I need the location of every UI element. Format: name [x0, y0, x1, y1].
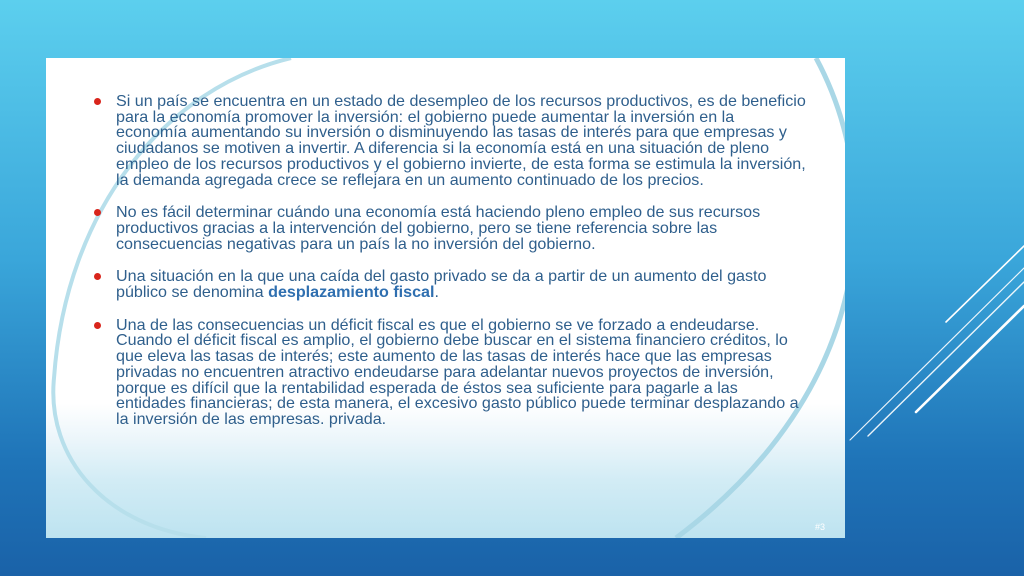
slide-number: #3	[814, 522, 825, 532]
content-panel	[46, 58, 845, 538]
bullet-item-1	[92, 94, 807, 188]
bullet-item-3	[92, 269, 807, 300]
bullet-text: Si un país se encuentra en un estado de desempleo de los recursos productivos, es de beneficio para la economía promover la inversión: el gobierno puede aumentar la inversión en la economía aumentando su inversión o disminuyendo las tasas de interés para que empresas y ciudadanos se motiven a invertir. A diferencia si la economía está en una situación de pleno empleo de los recursos productivos y el gobierno invierte, de esta forma se estimula la inversión, la demanda agregada crece se reflejara en un aumento continuado de los precios.	[116, 92, 806, 189]
bullet-text: Una de las consecuencias un déficit fiscal es que el gobierno se ve forzado a endeudarse. Cuando el déficit fiscal es amplio, el gobierno debe buscar en el sistema financiero créditos, lo que eleva las tasas de interés; este aumento de las tasas de interés hace que las empresas privadas no encuentren atractivo endeudarse para adelantar nuevos proyectos de inversión, porque es difícil que la rentabilidad esperada de éstos sea suficiente para pagarle a las entidades financieras; de esta manera, el excesivo gasto público puede terminar desplazando a la inversión de las empresas. privada.	[116, 315, 799, 428]
bullet-text: Una situación en la que una caída del gasto privado se da a partir de un aumento del gasto público se denomina	[116, 267, 767, 302]
bullet-dot-icon	[94, 209, 101, 216]
bullet-item-4	[92, 315, 807, 428]
bullet-text: No es fácil determinar cuándo una economía está haciendo pleno empleo de sus recursos productivos gracias a la intervención del gobierno, pero se tiene referencia sobre las consecuencias negativas para un país la no inversión del gobierno.	[116, 203, 761, 253]
bullet-item-2	[92, 205, 807, 252]
bullet-dot-icon	[94, 322, 101, 329]
bullet-dot-icon	[94, 98, 101, 105]
bullet-dot-icon	[94, 273, 101, 280]
bullet-text-end: .	[434, 283, 439, 302]
emphasis-term: desplazamiento fiscal	[268, 283, 435, 302]
bullet-list	[92, 94, 807, 445]
